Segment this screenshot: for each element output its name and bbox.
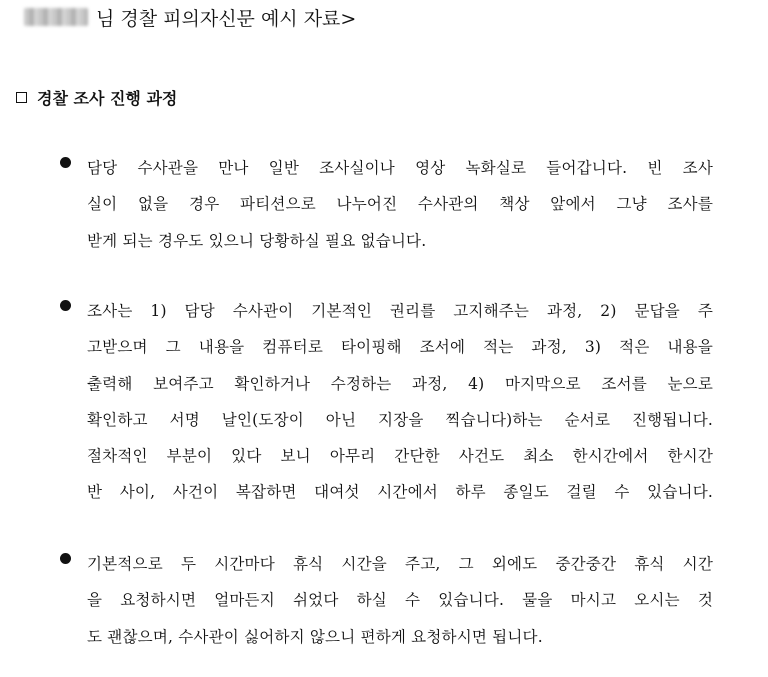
paragraph-line: 반 사이, 사건이 복잡하면 대여섯 시간에서 하루 종일도 걸릴 수 있습니다.: [87, 483, 713, 502]
bullet-paragraph: [87, 293, 713, 511]
paragraph-line: 출력해 보여주고 확인하거나 수정하는 과정, 4) 마지막으로 조서를 눈으로: [87, 374, 713, 393]
paragraph-line: 실이 없을 경우 파티션으로 나누어진 수사관의 책상 앞에서 그냥 조사를: [87, 195, 713, 214]
paragraph-line: 기본적으로 두 시간마다 휴식 시간을 주고, 그 외에도 중간중간 휴식 시간: [87, 555, 713, 573]
paragraph-line: 담당 수사관을 만나 일반 조사실이나 영상 녹화실로 들어갑니다. 빈 조사: [87, 159, 713, 177]
square-bullet-icon: [16, 92, 27, 103]
paragraph-line: 고받으며 그 내용을 컴퓨터로 타이핑해 조서에 적는 과정, 3) 적은 내용을: [87, 338, 713, 357]
redacted-name-blur: [24, 8, 88, 26]
bullet-paragraph: [87, 150, 713, 259]
bullet-dot-icon: [60, 300, 71, 311]
section-title-text: 경찰 조사 진행 과정: [37, 88, 178, 108]
paragraph-line: 도 괜찮으며, 수사관이 싫어하지 않으니 편하게 요청하시면 됩니다.: [87, 627, 543, 646]
bullet-paragraph: [87, 546, 713, 655]
paragraph-line: 절차적인 부분이 있다 보니 아무리 간단한 사건도 최소 한시간에서 한시간: [87, 447, 713, 466]
bullet-dot-icon: [60, 157, 71, 168]
header-title: 님 경찰 피의자신문 예시 자료>: [96, 7, 357, 30]
bullet-dot-icon: [60, 553, 71, 564]
paragraph-line: 조사는 1) 담당 수사관이 기본적인 권리를 고지해주는 과정, 2) 문답을 주: [87, 302, 713, 320]
paragraph-line: 을 요청하시면 얼마든지 쉬었다 하실 수 있습니다. 물을 마시고 오시는 것: [87, 591, 713, 610]
section-heading: [16, 84, 177, 110]
document-header: [24, 2, 356, 32]
paragraph-line: 받게 되는 경우도 있으니 당황하실 필요 없습니다.: [87, 231, 427, 250]
paragraph-line: 확인하고 서명 날인(도장이 아닌 지장을 찍습니다)하는 순서로 진행됩니다.: [87, 410, 713, 429]
